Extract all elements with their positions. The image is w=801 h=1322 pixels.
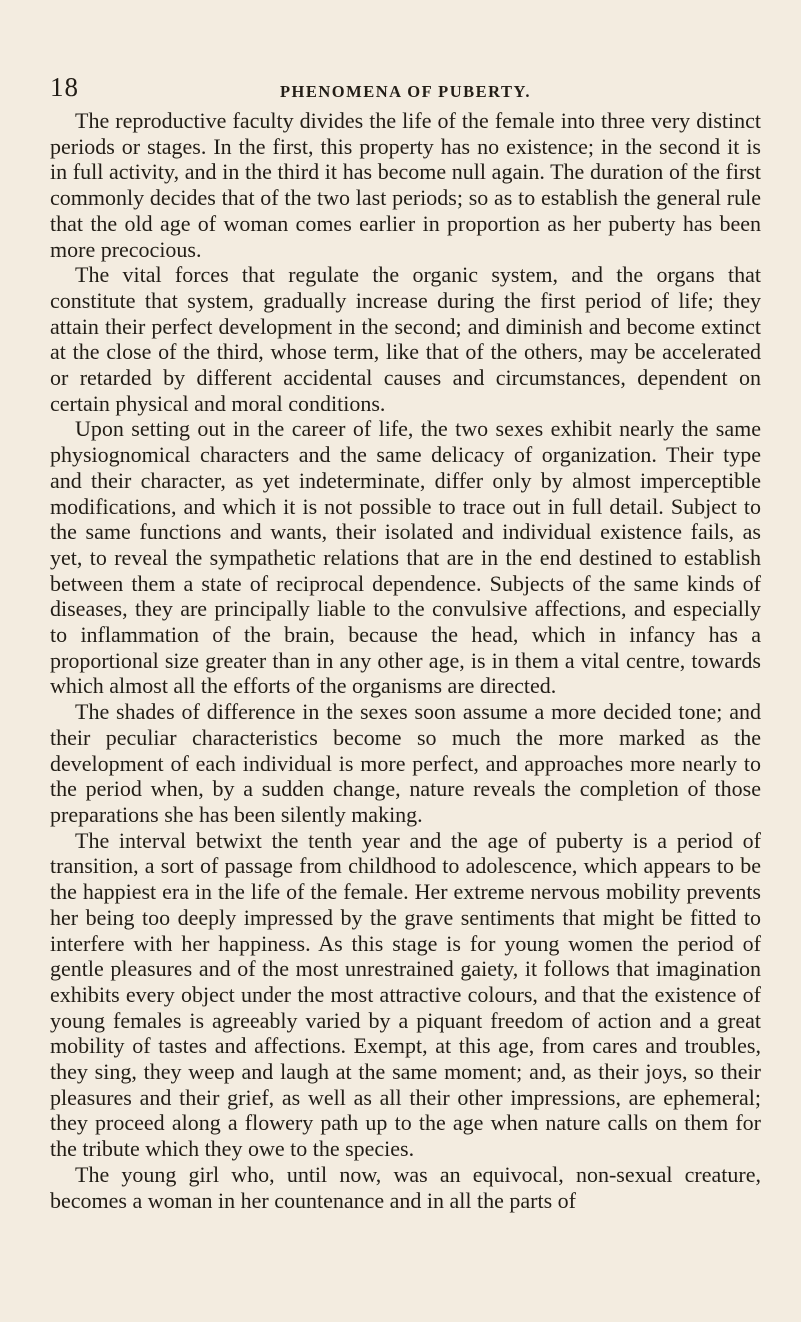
paragraph: The vital forces that regulate the organic system, and the organs that constitute that system, gradually increase during the first period of life; they attain their perfect development in the second; and diminish and become extinct at the close of the third, whose term, like that of the others, may be accelerated or retarded by different accidental causes and circumstances, dependent on certain physical and moral conditions. — [50, 262, 761, 416]
page-number: 18 — [50, 72, 79, 102]
running-title: PHENOMENA OF PUBERTY. — [279, 82, 532, 101]
paragraph: Upon setting out in the career of life, the two sexes exhibit nearly the same physiognomical characters and the same delicacy of organization. Their type and their character, as yet indeterminate, differ only by almost imperceptible modifications, and which it is not possible to trace out in full detail. Subject to the same functions and wants, their isolated and individual existence fails, as yet, to reveal the sympathetic relations that are in the end destined to establish between them a state of reciprocal dependence. Subjects of the same kinds of diseases, they are principally liable to the convulsive affections, and especially to inflammation of the brain, because the head, which in infancy has a proportional size greater than in any other age, is in them a vital centre, towards which almost all the efforts of the organisms are directed. — [50, 416, 761, 699]
paragraph: The shades of difference in the sexes soon assume a more decided tone; and their peculiar characteristics become so much the more marked as the development of each individual is more perfect, and approaches more nearly to the period when, by a sudden change, nature reveals the completion of those preparations she has been silently making. — [50, 699, 761, 827]
paragraph: The reproductive faculty divides the life of the female into three very distinct periods or stages. In the first, this property has no existence; in the second it is in full activity, and in the third it has become null again. The duration of the first commonly decides that of the two last periods; so as to establish the general rule that the old age of woman comes earlier in proportion as her puberty has been more precocious. — [50, 108, 761, 262]
paragraph: The young girl who, until now, was an equivocal, non-sexual creature, becomes a woman in her countenance and in all the parts of — [50, 1161, 761, 1213]
body-text — [50, 108, 761, 1213]
paragraph: The interval betwixt the tenth year and the age of puberty is a period of transition, a sort of passage from childhood to adolescence, which appears to be the happiest era in the life of the female. Her extreme nervous mobility prevents her being too deeply impressed by the grave sentiments that might be fitted to interfere with her happiness. As this stage is for young women the period of gentle pleasures and of the most unrestrained gaiety, it follows that imagination exhibits every object under the most attractive colours, and that the existence of young females is agreeably varied by a piquant freedom of action and a great mobility of tastes and affections. Exempt, at this age, from cares and troubles, they sing, they weep and laugh at the same moment; and, as their joys, so their pleasures and their grief, as well as all their other impressions, are ephemeral; they proceed along a flowery path up to the age when nature calls on them for the tribute which they owe to the species. — [50, 827, 761, 1162]
running-head — [50, 72, 761, 102]
